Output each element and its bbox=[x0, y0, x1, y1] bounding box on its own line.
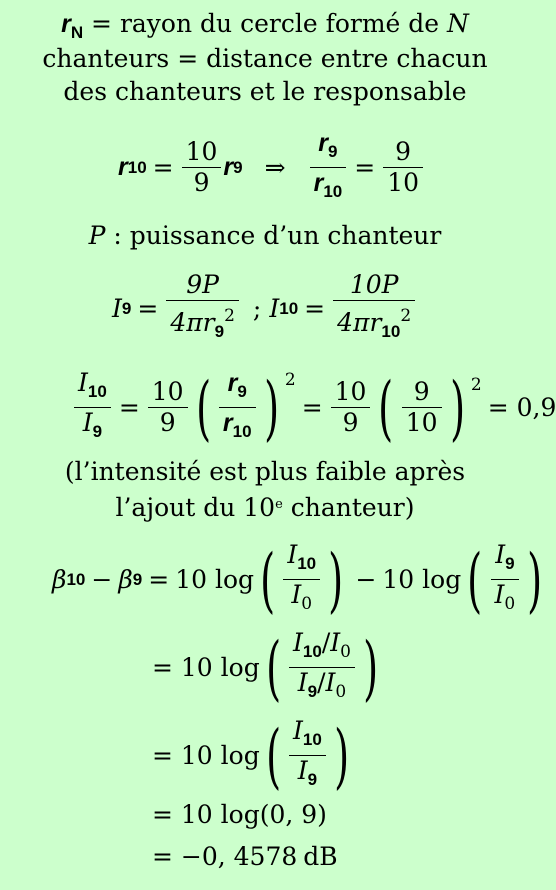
equation-step-5 bbox=[152, 842, 338, 871]
ratio-result: = 0,9 bbox=[487, 393, 556, 422]
log-argument-1 bbox=[254, 540, 349, 619]
r-sub-n: N bbox=[70, 23, 84, 42]
sub-10: 10 bbox=[87, 382, 107, 401]
equals-sign: = bbox=[304, 294, 326, 323]
fraction-10p bbox=[333, 270, 415, 347]
note-text: l’ajout du 10 bbox=[115, 493, 276, 522]
note-line-1: (l’intensité est plus faible après bbox=[64, 457, 466, 486]
numerator bbox=[289, 716, 326, 755]
squared-ratio-r bbox=[190, 368, 296, 447]
ordinal-superscript: e bbox=[275, 497, 283, 512]
left-paren: ( bbox=[467, 538, 483, 621]
sub-0: 0 bbox=[335, 682, 347, 702]
sub-9: 9 bbox=[121, 298, 132, 318]
slash: / bbox=[317, 668, 326, 697]
sub-10: 10 bbox=[323, 182, 343, 201]
exponent-2: 2 bbox=[224, 306, 235, 326]
fraction-10-over-9 bbox=[331, 377, 371, 438]
numerator bbox=[314, 128, 341, 167]
i-symbol: I bbox=[112, 294, 122, 323]
numerator: 9 bbox=[413, 377, 430, 406]
sub-9: 9 bbox=[237, 382, 247, 401]
exponent-2: 2 bbox=[284, 370, 296, 390]
sub-9: 9 bbox=[505, 554, 515, 573]
sub-9: 9 bbox=[233, 157, 243, 177]
numerator bbox=[283, 540, 320, 579]
denominator: 9 bbox=[193, 168, 210, 197]
r-symbol: r bbox=[223, 153, 234, 181]
numerator: 10P bbox=[349, 270, 399, 299]
sub-10: 10 bbox=[302, 642, 322, 661]
squared-ratio-9-10 bbox=[372, 366, 482, 449]
numerator bbox=[289, 628, 355, 667]
fraction-9p bbox=[166, 270, 239, 347]
p-symbol: P bbox=[88, 221, 106, 250]
i-symbol: I bbox=[297, 668, 308, 697]
step-value: = 10 log(0, 9) bbox=[152, 800, 327, 829]
denominator-text: 4πr bbox=[170, 308, 215, 337]
sub-10: 10 bbox=[66, 569, 86, 589]
fraction-r9-over-r10 bbox=[219, 368, 256, 447]
equation-radius-ratio bbox=[118, 128, 425, 207]
fraction-9-over-10 bbox=[383, 137, 423, 198]
i-symbol: I bbox=[325, 668, 336, 697]
r-symbol: r bbox=[313, 169, 324, 197]
right-paren: ) bbox=[328, 538, 344, 621]
equals-sign: = bbox=[152, 153, 174, 182]
i-symbol: I bbox=[293, 628, 303, 657]
equation-intensities bbox=[112, 270, 417, 347]
sub-0: 0 bbox=[340, 642, 351, 662]
power-definition-text: : puissance d’un chanteur bbox=[105, 221, 442, 250]
exponent-2: 2 bbox=[400, 306, 412, 326]
step-prefix: = 10 log bbox=[152, 741, 260, 770]
left-paren: ( bbox=[195, 366, 211, 449]
denominator: 9 bbox=[342, 408, 359, 437]
equals-sign: = bbox=[148, 565, 170, 594]
fraction-ratio-over-ratio bbox=[289, 628, 355, 707]
fraction-10-over-9 bbox=[148, 377, 188, 438]
fraction-i10-over-i0 bbox=[283, 540, 320, 619]
equation-step-3 bbox=[152, 716, 355, 795]
n-symbol: N bbox=[447, 9, 469, 38]
numerator bbox=[74, 368, 111, 407]
equation-level-difference bbox=[52, 540, 549, 619]
sub-9: 9 bbox=[307, 770, 318, 789]
step-prefix: = 10 log bbox=[152, 653, 260, 682]
sub-10: 10 bbox=[381, 322, 401, 341]
log-argument bbox=[260, 628, 385, 707]
sub-9: 9 bbox=[132, 569, 143, 589]
power-definition bbox=[0, 220, 530, 252]
right-paren: ) bbox=[449, 366, 465, 449]
implies-arrow: ⇒ bbox=[264, 153, 286, 182]
left-paren: ( bbox=[265, 626, 281, 709]
ten-log: 10 log bbox=[382, 565, 462, 594]
log-argument-2 bbox=[461, 540, 548, 619]
final-value: = −0, 4578 bbox=[152, 842, 298, 871]
beta-symbol: β bbox=[118, 565, 133, 594]
i-symbol: I bbox=[269, 294, 280, 323]
ten-log: 10 log bbox=[175, 565, 255, 594]
separator: ; bbox=[252, 294, 262, 323]
left-paren: ( bbox=[378, 366, 394, 449]
denominator: 10 bbox=[387, 168, 419, 197]
equals-sign: = bbox=[301, 393, 323, 422]
equation-step-4 bbox=[152, 800, 327, 829]
sub-9: 9 bbox=[214, 322, 225, 341]
left-paren: ( bbox=[265, 714, 281, 797]
r-symbol: r bbox=[222, 409, 233, 437]
beta-symbol: β bbox=[52, 565, 67, 594]
fraction-i10-over-i9 bbox=[289, 716, 326, 795]
minus-sign: − bbox=[355, 565, 377, 594]
intro-text-1: = rayon du cercle formé de bbox=[83, 9, 448, 38]
i-symbol: I bbox=[293, 716, 303, 745]
i-symbol: I bbox=[494, 580, 505, 609]
intro-line-2: chanteurs = distance entre chacun bbox=[42, 44, 488, 73]
minus-sign: − bbox=[91, 565, 113, 594]
equals-sign: = bbox=[354, 153, 376, 182]
equals-sign: = bbox=[118, 393, 140, 422]
right-paren: ) bbox=[363, 626, 379, 709]
i-symbol: I bbox=[287, 540, 298, 569]
sub-10: 10 bbox=[297, 554, 317, 573]
log-argument bbox=[260, 716, 355, 795]
fraction-i10-over-i9 bbox=[74, 368, 111, 447]
sub-10: 10 bbox=[302, 730, 322, 749]
numerator: 9P bbox=[186, 270, 219, 299]
denominator bbox=[79, 408, 106, 447]
fraction-i9-over-i0 bbox=[491, 540, 520, 619]
exponent-2: 2 bbox=[470, 374, 482, 395]
denominator bbox=[166, 301, 239, 347]
denominator bbox=[294, 668, 351, 707]
i-symbol: I bbox=[297, 756, 308, 785]
sub-9: 9 bbox=[328, 142, 338, 161]
fraction-10-over-9 bbox=[182, 137, 222, 198]
numerator: 9 bbox=[395, 137, 412, 166]
numerator: 10 bbox=[334, 377, 367, 406]
fraction-9-over-10 bbox=[402, 377, 442, 438]
sub-9: 9 bbox=[307, 682, 318, 701]
r-symbol: r bbox=[318, 129, 329, 157]
denominator: 9 bbox=[159, 408, 176, 437]
denominator bbox=[287, 580, 316, 619]
sub-0: 0 bbox=[301, 594, 313, 614]
right-paren: ) bbox=[333, 714, 349, 797]
sub-10: 10 bbox=[127, 157, 147, 177]
sub-10: 10 bbox=[279, 298, 299, 318]
right-paren: ) bbox=[263, 366, 279, 449]
denominator: 10 bbox=[405, 408, 438, 437]
unit-db: dB bbox=[303, 842, 338, 871]
i-symbol: I bbox=[291, 580, 302, 609]
i-symbol: I bbox=[78, 368, 88, 397]
intro-line-3: des chanteurs et le responsable bbox=[63, 77, 467, 106]
fraction-r9-over-r10 bbox=[310, 128, 347, 207]
r-symbol: r bbox=[227, 369, 238, 397]
equals-sign: = bbox=[137, 294, 159, 323]
denominator-text: 4πr bbox=[337, 308, 382, 337]
note-line-2 bbox=[0, 489, 530, 524]
sub-0: 0 bbox=[504, 594, 516, 614]
sub-10: 10 bbox=[232, 422, 252, 441]
i-symbol: I bbox=[330, 628, 341, 657]
r-symbol: r bbox=[118, 153, 128, 181]
r-symbol: r bbox=[61, 10, 71, 38]
right-paren: ) bbox=[527, 538, 543, 621]
denominator bbox=[333, 301, 415, 347]
note-text: chanteur) bbox=[282, 493, 415, 522]
i-symbol: I bbox=[495, 540, 506, 569]
denominator bbox=[491, 580, 520, 619]
denominator bbox=[310, 168, 347, 207]
equation-intensity-ratio bbox=[72, 368, 556, 447]
numerator: 10 bbox=[185, 137, 218, 166]
numerator: 10 bbox=[151, 377, 184, 406]
numerator bbox=[224, 368, 251, 407]
equation-step-2 bbox=[152, 628, 384, 707]
denominator bbox=[294, 756, 321, 795]
i-symbol: I bbox=[82, 408, 93, 437]
denominator bbox=[219, 408, 256, 447]
sub-9: 9 bbox=[92, 422, 103, 441]
left-paren: ( bbox=[260, 538, 276, 621]
slash: / bbox=[321, 628, 331, 657]
numerator bbox=[491, 540, 518, 579]
